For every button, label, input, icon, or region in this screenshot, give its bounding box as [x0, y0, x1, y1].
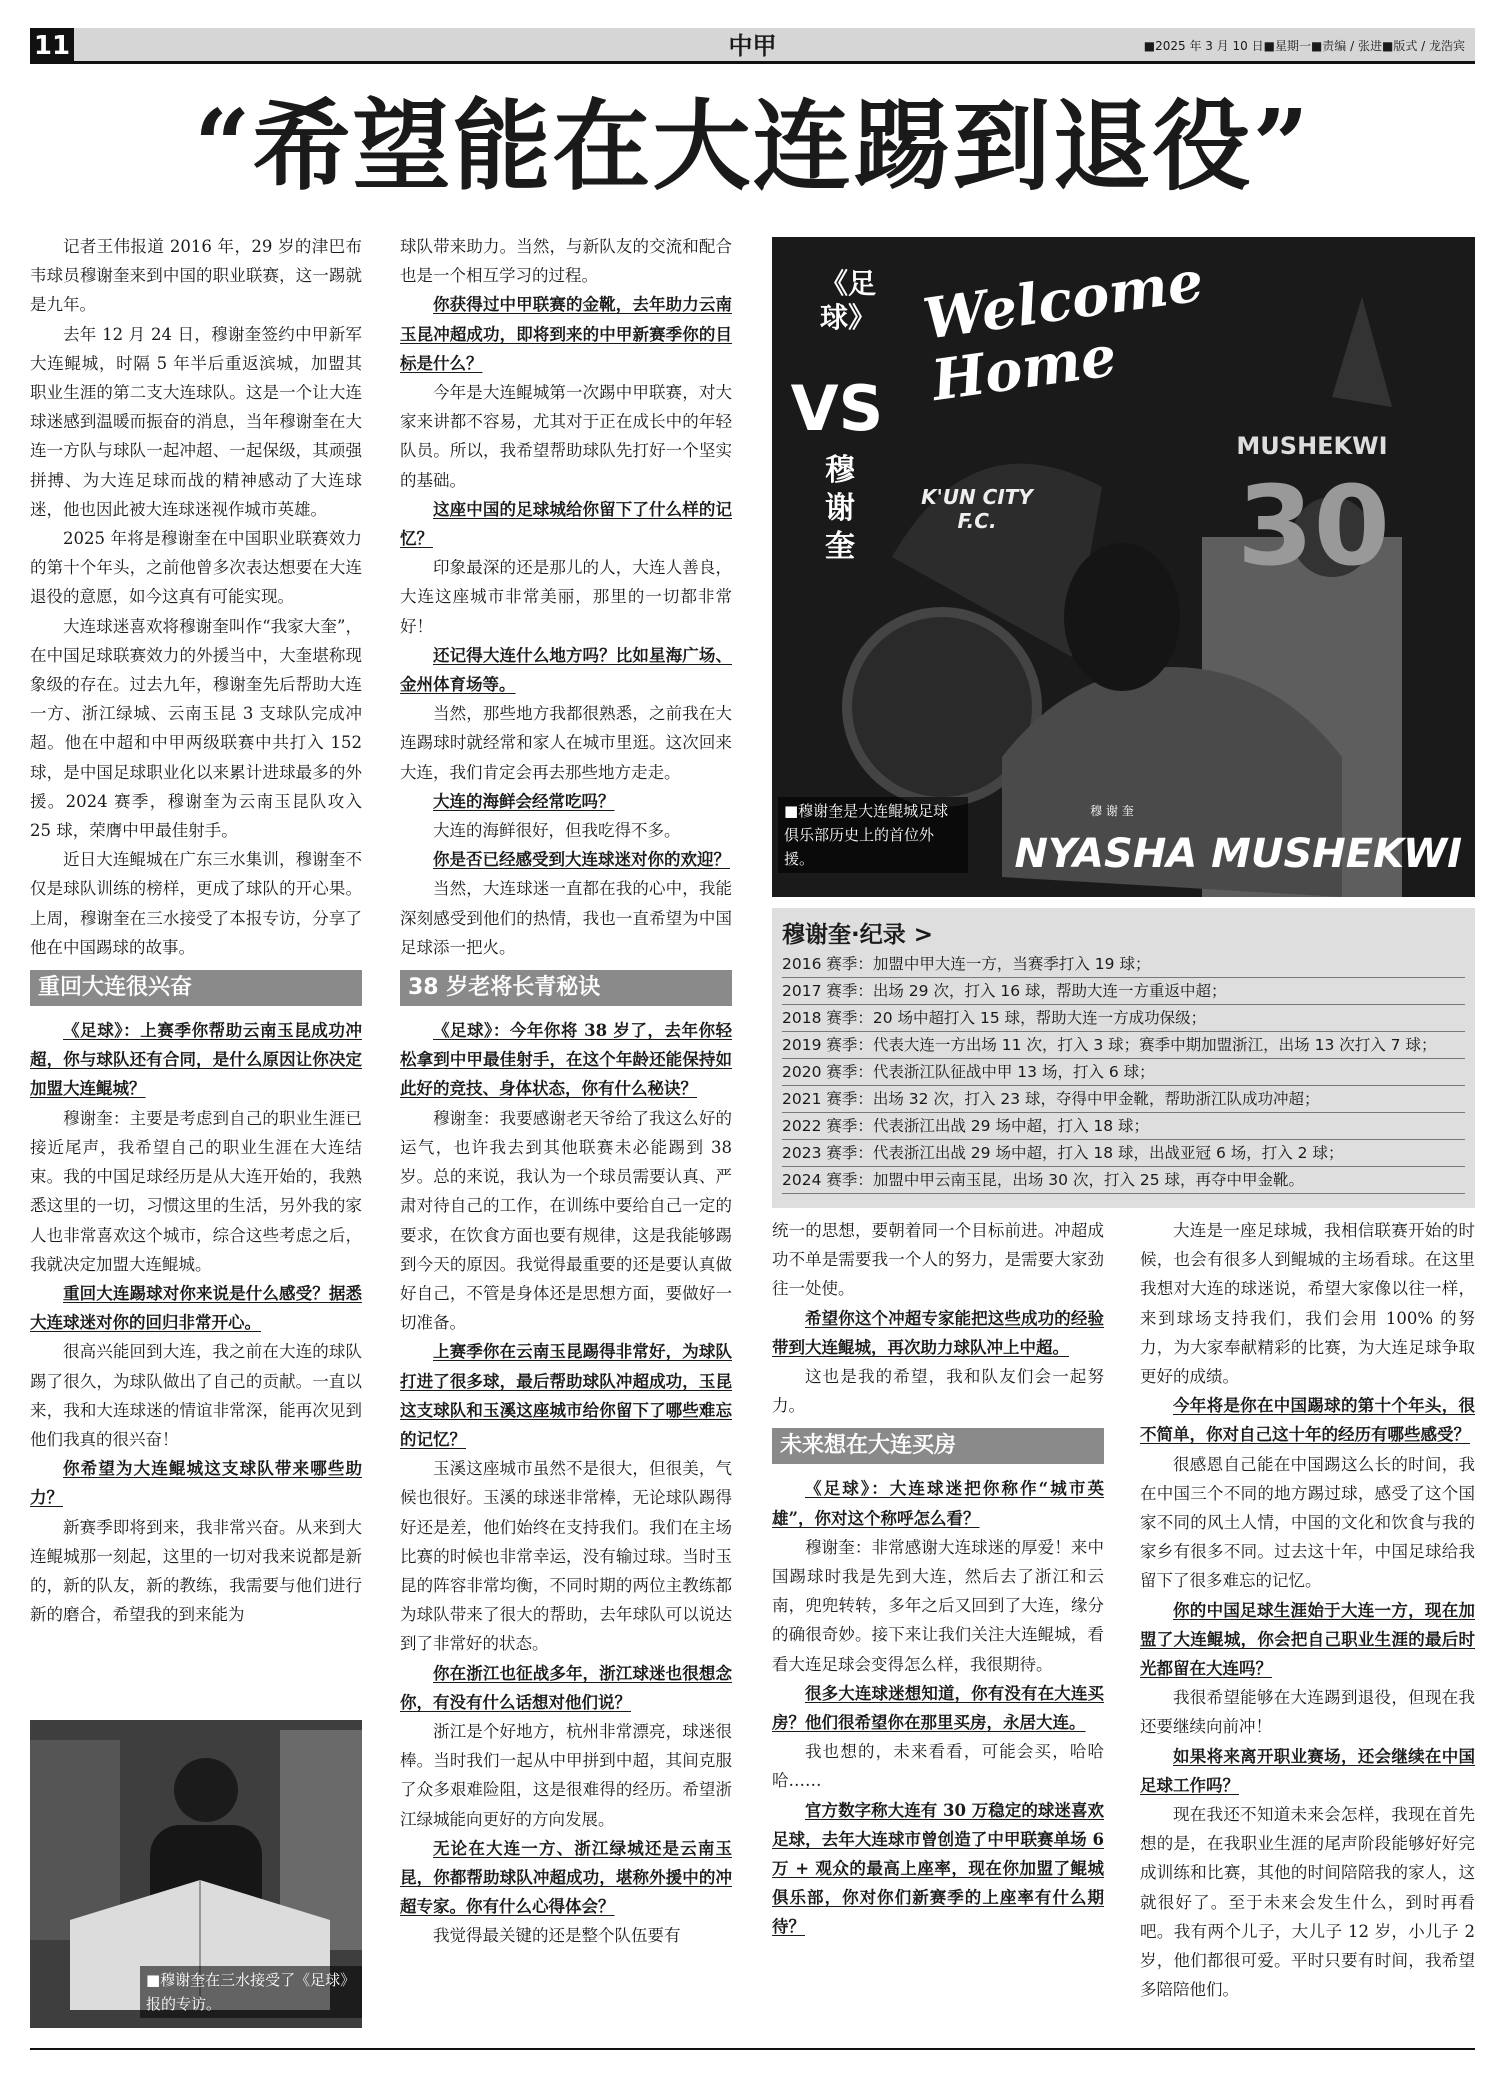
- answer: 大连的海鲜很好，但我吃得不多。: [433, 821, 681, 841]
- column-1: [30, 232, 362, 1629]
- side-title-player: 穆谢奎: [825, 453, 855, 564]
- record-row: 2020 赛季：代表浙江队征战中甲 13 场，打入 6 球；: [782, 1059, 1465, 1086]
- question: 这座中国的足球城给你留下了什么样的记忆？: [400, 499, 732, 549]
- question: 你在浙江也征战多年，浙江球迷也很想念你，有没有什么话想对他们说？: [400, 1663, 732, 1712]
- column-3: [772, 1216, 1104, 1942]
- subheading: 重回大连很兴奋: [30, 970, 362, 1006]
- paragraph: 2025 年将是穆谢奎在中国职业联赛效力的第十个年头，之前他曾多次表达想要在大连退役的意愿，如今这真有可能实现。: [30, 529, 362, 607]
- photo-caption: ■穆谢奎在三水接受了《足球》报的专访。: [140, 1966, 362, 2018]
- answer: 穆谢奎：主要是考虑到自己的职业生涯已接近尾声，我希望自己的职业生涯在大连结束。我的中国足球经历是从大连开始的，我熟悉这里的一切，习惯这里的生活，另外我的家人也非常喜欢这个城市，综合这些考虑之后，我就决定加盟大连鲲城。: [30, 1108, 362, 1274]
- question: 你获得过中甲联赛的金靴，去年助力云南玉昆冲超成功，即将到来的中甲新赛季你的目标是什么？: [400, 295, 732, 373]
- jersey-number: 30: [1237, 462, 1391, 590]
- question: 官方数字称大连有 30 万稳定的球迷喜欢足球，去年大连球市曾创造了中甲联赛单场 6 万 + 观众的最高上座率，现在你加盟了鲲城俱乐部，你对你们新赛季的上座率有什么期待？: [772, 1800, 1104, 1937]
- answer: 我也想的，未来看看，可能会买，哈哈哈……: [772, 1742, 1104, 1791]
- headline: “希望能在大连踢到退役”: [194, 89, 1311, 204]
- question: 重回大连踢球对你来说是什么感受？据悉大连球迷对你的回归非常开心。: [30, 1283, 362, 1333]
- question: 很多大连球迷想知道，你有没有在大连买房？他们很希望你在那里买房，永居大连。: [772, 1683, 1104, 1733]
- record-row: 2023 赛季：代表浙江出战 29 场中超，打入 18 球，出战亚冠 6 场，打入 2 球；: [782, 1140, 1465, 1167]
- answer: 印象最深的还是那儿的人，大连人善良，大连这座城市非常美丽，那里的一切都非常好！: [400, 558, 732, 636]
- answer: 我觉得最关键的还是整个队伍要有: [433, 1926, 681, 1946]
- question: 你的中国足球生涯始于大连一方，现在加盟了大连鲲城，你会把自己职业生涯的最后时光都留在大连吗？: [1140, 1600, 1475, 1679]
- question: 今年将是你在中国踢球的第十个年头，很不简单，你对自己这十年的经历有哪些感受？: [1140, 1396, 1475, 1445]
- subheading: 38 岁老将长青秘诀: [400, 970, 732, 1006]
- answer: 浙江是个好地方，杭州非常漂亮，球迷很棒。当时我们一起从中甲拼到中超，其间克服了众多艰难险阻，这是很难得的经历。希望浙江绿城能向更好的方向发展。: [400, 1721, 732, 1829]
- name-tag: 穆 谢 奎: [1090, 804, 1134, 818]
- answer: 很高兴能回到大连，我之前在大连的球队踢了很久，为球队做出了自己的贡献。一直以来，我和大连球迷的情谊非常深，能再次见到他们我真的很兴奋！: [30, 1342, 362, 1449]
- question: 如果将来离开职业赛场，还会继续在中国足球工作吗？: [1140, 1746, 1475, 1795]
- main-photo: [772, 237, 1475, 897]
- answer: 很感恩自己能在中国踢这么长的时间，我在中国三个不同的地方踢过球，感受了这个国家不同的风土人情，中国的文化和饮食与我的家乡有很多不同。过去这十年，中国足球给我留下了很多难忘的记忆。: [1140, 1454, 1475, 1591]
- paragraph: 近日大连鲲城在广东三水集训，穆谢奎不仅是球队训练的榜样，更成了球队的开心果。上周，穆谢奎在三水接受了本报专访，分享了他在中国踢球的故事。: [30, 850, 362, 957]
- lead-paragraph: 记者王伟报道 2016 年，29 岁的津巴布韦球员穆谢奎来到中国的职业联赛，这一踢就是九年。: [30, 237, 362, 315]
- paragraph: 球队带来助力。当然，与新队友的交流和配合也是一个相互学习的过程。: [400, 237, 732, 286]
- record-row: 2022 赛季：代表浙江出战 29 场中超，打入 18 球；: [782, 1113, 1465, 1140]
- issue-meta: ■2025 年 3 月 10 日■星期一■责编 / 张进■版式 / 龙浩宾: [1143, 39, 1465, 53]
- question: 大连的海鲜会经常吃吗？: [433, 791, 615, 811]
- answer: 新赛季即将到来，我非常兴奋。从来到大连鲲城那一刻起，这里的一切对我来说都是新的，新的队友，新的教练，我需要与他们进行新的磨合，希望我的到来能为: [30, 1517, 362, 1625]
- record-row: 2024 赛季：加盟中甲云南玉昆，出场 30 次，打入 25 球，再夺中甲金靴。: [782, 1167, 1465, 1194]
- column-2: [400, 232, 732, 1951]
- record-title: 穆谢奎·纪录 >: [782, 922, 934, 948]
- answer: 我很希望能够在大连踢到退役，但现在我还要继续向前冲！: [1140, 1688, 1475, 1737]
- record-row: 2016 赛季：加盟中甲大连一方，当赛季打入 19 球；: [782, 951, 1465, 978]
- question: 《足球》：今年你将 38 岁了，去年你轻松拿到中甲最佳射手，在这个年龄还能保持如此好的竞技、身体状态，你有什么秘诀？: [400, 1021, 732, 1099]
- question: 《足球》：上赛季你帮助云南玉昆成功冲超，你与球队还有合同，是什么原因让你决定加盟大连鲲城？: [30, 1021, 362, 1099]
- interview-photo: [30, 1720, 362, 2028]
- column-4: [1140, 1216, 1475, 2004]
- player-name-banner: NYASHA MUSHEKWI: [1014, 831, 1462, 877]
- question: 《足球》：大连球迷把你称作“城市英雄”，你对这个称呼怎么看？: [772, 1479, 1104, 1528]
- paragraph: 去年 12 月 24 日，穆谢奎签约中甲新军大连鲲城，时隔 5 年半后重返滨城，加盟其职业生涯的第二支大连球队。这是一个让大连球迷感到温暖而振奋的消息，当年穆谢奎在大连一方队与球队一起冲超、一起保级，其顽强拼搏、为大连足球而战的精神感动了大连球迷，他也因此被大连球迷视作城市英雄。: [30, 324, 362, 519]
- question: 还记得大连什么地方吗？比如星海广场、金州体育场等。: [400, 645, 732, 695]
- record-row: 2018 赛季：20 场中超打入 15 球，帮助大连一方成功保级；: [782, 1005, 1465, 1032]
- club-logo-text: K'UN CITY F.C.: [921, 485, 1033, 533]
- record-row: 2017 赛季：出场 29 次，打入 16 球，帮助大连一方重返中超；: [782, 978, 1465, 1005]
- record-row: 2021 赛季：出场 32 次，打入 23 球，夺得中甲金靴，帮助浙江队成功冲超；: [782, 1086, 1465, 1113]
- answer: 穆谢奎：非常感谢大连球迷的厚爱！来中国踢球时我是先到大连，然后去了浙江和云南，兜兜转转，多年之后又回到了大连，缘分的确很奇妙。接下来让我们关注大连鲲城，看看大连足球会变得怎么样，我很期待。: [772, 1537, 1104, 1674]
- page-number: 11: [30, 28, 74, 64]
- question: 无论在大连一方、浙江绿城还是云南玉昆，你都帮助球队冲超成功，堪称外援中的冲超专家。你有什么心得体会？: [400, 1838, 732, 1917]
- section-title: 中甲: [728, 32, 777, 60]
- answer: 穆谢奎：我要感谢老天爷给了我这么好的运气，也许我去到其他联赛未必能踢到 38 岁。总的来说，我认为一个球员需要认真、严肃对待自己的工作，在训练中要给自己一定的要求，在饮食方面也要有规律，这是我能够踢到今天的原因。我觉得最重要的还是要认真做好自己，不管是身体还是思想方面，要做好一切准备。: [400, 1108, 732, 1333]
- answer: 现在我还不知道未来会怎样，我现在首先想的是，在我职业生涯的尾声阶段能够好好完成训练和比赛，其他的时间陪陪我的家人，这就很好了。至于未来会发生什么，到时再看吧。我有两个儿子，大儿子 12 岁，小儿子 2 岁，他们都很可爱。平时只要有时间，我希望多陪陪他们。: [1140, 1805, 1475, 2000]
- paragraph: 统一的思想，要朝着同一个目标前进。冲超成功不单是需要我一个人的努力，是需要大家劲往一处使。: [772, 1221, 1104, 1299]
- record-row: 2019 赛季：代表大连一方出场 11 次，打入 3 球；赛季中期加盟浙江，出场 13 次打入 7 球；: [782, 1032, 1465, 1059]
- bottom-rule: [30, 2048, 1475, 2050]
- answer: 大连是一座足球城，我相信联赛开始的时候，也会有很多人到鲲城的主场看球。在这里我想对大连的球迷说，希望大家像以往一样，来到球场支持我们，我们会用 100% 的努力，为大家奉献精彩的比赛，为大连足球争取更好的成绩。: [1140, 1221, 1475, 1387]
- answer: 当然，那些地方我都很熟悉，之前我在大连踢球时就经常和家人在城市里逛。这次回来大连，我们肯定会再去那些地方走走。: [400, 704, 732, 782]
- answer: 玉溪这座城市虽然不是很大，但很美，气候也很好。玉溪的球迷非常棒，无论球队踢得好还是差，他们始终在支持我们。我们在主场比赛的时候也非常幸运，没有输过球。当时玉昆的阵容非常均衡，不同时期的两位主教练都为球队带来了很大的帮助，去年球队可以说达到了非常好的状态。: [400, 1459, 732, 1654]
- question: 你是否已经感受到大连球迷对你的欢迎？: [433, 850, 730, 870]
- career-record-box: [772, 908, 1475, 1208]
- question: 希望你这个冲超专家能把这些成功的经验带到大连鲲城，再次助力球队冲上中超。: [772, 1308, 1104, 1357]
- jersey-name: MUSHEKWI: [1236, 432, 1388, 460]
- subheading: 未来想在大连买房: [772, 1428, 1104, 1464]
- answer: 今年是大连鲲城第一次踢中甲联赛，对大家来讲都不容易，尤其对于正在成长中的年轻队员。所以，我希望帮助球队先打好一个坚实的基础。: [400, 383, 732, 490]
- welcome-text: Welcome Home: [919, 248, 1208, 415]
- answer: 这也是我的希望，我和队友们会一起努力。: [772, 1367, 1104, 1416]
- paragraph: 大连球迷喜欢将穆谢奎叫作“我家大奎”，在中国足球联赛效力的外援当中，大奎堪称现象级的存在。过去九年，穆谢奎先后帮助大连一方、浙江绿城、云南玉昆 3 支球队完成冲超。他在中超和中甲两级联赛中共打入 152 球，是中国足球职业化以来累计进球最多的外援。2024 赛季，穆谢奎为云南玉昆队攻入 25 球，荣膺中甲最佳射手。: [30, 616, 362, 841]
- photo-caption: ■穆谢奎是大连鲲城足球俱乐部历史上的首位外援。: [778, 797, 968, 873]
- answer: 当然，大连球迷一直都在我的心中，我能深刻感受到他们的热情，我也一直希望为中国足球添一把火。: [400, 879, 732, 957]
- side-title-paper: 《足球》: [820, 267, 877, 334]
- question: 上赛季你在云南玉昆踢得非常好，为球队打进了很多球，最后帮助球队冲超成功，玉昆这支球队和玉溪这座城市给你留下了哪些难忘的记忆？: [400, 1342, 732, 1449]
- question: 你希望为大连鲲城这支球队带来哪些助力？: [30, 1459, 362, 1508]
- page-header: [30, 28, 1475, 64]
- vs-label: VS: [790, 372, 884, 445]
